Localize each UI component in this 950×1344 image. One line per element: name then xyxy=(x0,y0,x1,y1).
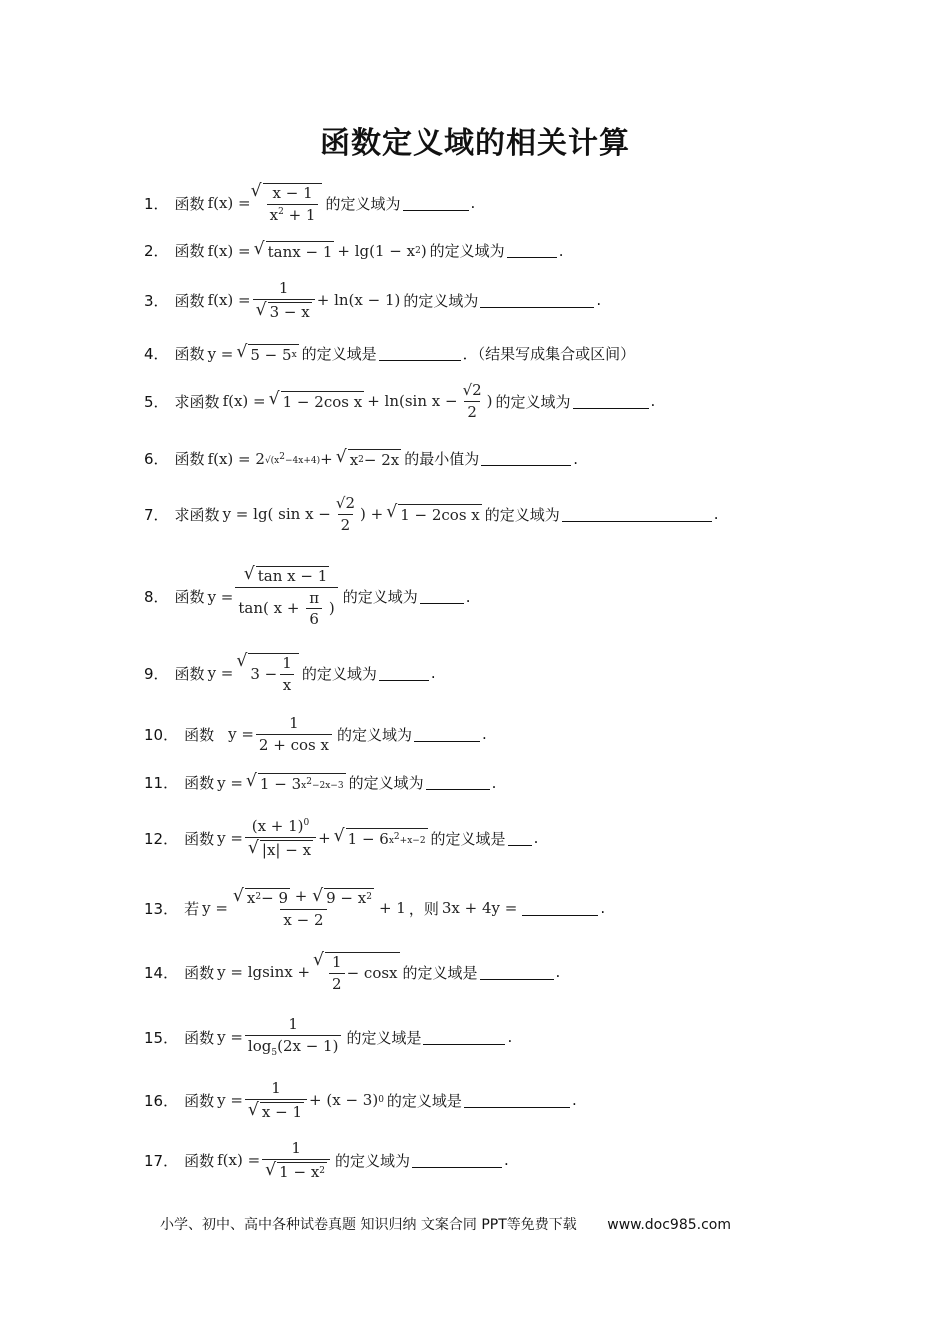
question-tail: 的定义域是 xyxy=(402,963,478,982)
question-number: 14． xyxy=(144,963,179,982)
question-tail: 的定义域为 xyxy=(484,505,560,524)
question-14 xyxy=(144,952,560,992)
question-number: 1． xyxy=(144,194,169,213)
question-number: 13． xyxy=(144,899,179,918)
question-6 xyxy=(144,448,578,469)
question-7 xyxy=(144,495,719,533)
question-lead: 函数 xyxy=(184,1028,215,1047)
question-lead: 函数 xyxy=(174,242,205,260)
question-tail: 的定义域为 xyxy=(348,774,424,792)
question-tail: 的定义域为 xyxy=(495,392,571,411)
answer-blank[interactable] xyxy=(426,775,490,790)
question-tail: 的定义域是 xyxy=(430,829,506,848)
question-number: 11． xyxy=(144,774,179,792)
question-8 xyxy=(144,566,470,628)
question-1 xyxy=(144,183,475,223)
question-end: . xyxy=(504,1151,509,1169)
question-tail: 的定义域为 xyxy=(429,242,505,260)
question-number: 10． xyxy=(144,725,179,744)
formula: y = √ 5 − 5 x xyxy=(207,341,297,364)
question-end: . xyxy=(430,664,436,682)
question-tail: 的定义域是 xyxy=(386,1091,462,1110)
question-tail: 的定义域为 xyxy=(403,291,479,310)
answer-blank[interactable] xyxy=(379,346,461,361)
formula: y = √ 3 − $\frac{1}{x}$ xyxy=(208,653,299,693)
page-footer xyxy=(160,1214,731,1234)
answer-blank[interactable] xyxy=(481,451,571,466)
question-lead: 函数 xyxy=(184,829,215,848)
question-lead: 函数 xyxy=(184,1151,215,1170)
question-lead: 函数 xyxy=(184,725,215,744)
question-number: 8． xyxy=(144,588,169,607)
question-number: 9． xyxy=(144,664,169,683)
question-lead: 求函数 xyxy=(174,392,220,411)
question-lead: 函数 xyxy=(184,774,215,792)
question-15 xyxy=(144,1016,512,1058)
question-number: 16． xyxy=(144,1091,179,1110)
formula: y = $\frac{1}{\text{2 + cos x}}$ xyxy=(228,715,334,753)
question-tail: 的定义域为 xyxy=(335,1151,411,1170)
question-number: 6． xyxy=(144,450,169,468)
question-end: . xyxy=(713,505,719,523)
answer-blank[interactable] xyxy=(507,243,557,258)
question-end: . xyxy=(491,773,497,792)
question-end: . xyxy=(596,291,602,309)
formula: y = $\frac{1}{\log_5(2x - 1)}$ xyxy=(217,1016,343,1058)
question-16 xyxy=(144,1080,577,1120)
footer-url[interactable]: www.doc985.com xyxy=(607,1217,731,1233)
formula: y = √ 1 − 3 $x^2-2x-3$ xyxy=(217,770,344,793)
question-end: . xyxy=(573,449,579,468)
question-lead: 若 xyxy=(184,899,200,918)
question-tail: 的定义域为 xyxy=(336,725,412,744)
question-end: . xyxy=(558,241,564,260)
answer-blank[interactable] xyxy=(480,965,554,980)
question-tail: 的定义域是 xyxy=(301,345,377,363)
formula: y = $(x + 1)^0$ √ |x| − x + √ 1 − 6 $x^2+x-2$ xyxy=(217,817,426,859)
question-number: 7． xyxy=(144,505,169,524)
question-end: . xyxy=(465,587,471,606)
footer-text: 小学、初中、高中各种试卷真题 知识归纳 文案合同 PPT等免费下载 xyxy=(160,1217,577,1233)
question-end: . xyxy=(571,1091,577,1109)
answer-blank[interactable] xyxy=(403,196,469,211)
question-end: ．（结果写成集合或区间） xyxy=(462,345,636,363)
question-number: 3． xyxy=(144,291,169,310)
question-tail: 的最小值为 xyxy=(404,450,480,468)
question-9 xyxy=(144,653,436,693)
answer-blank[interactable] xyxy=(522,901,598,916)
formula-3x-4y: 3x + 4y = xyxy=(441,899,518,917)
question-tail: 的定义域为 xyxy=(342,588,418,607)
formula: f(x) = √ tanx − 1 + lg(1 − x 2 ) xyxy=(207,238,427,261)
formula: y = 1 √ x − 1 + (x − 3) 0 xyxy=(217,1079,384,1121)
question-end: . xyxy=(481,725,487,743)
question-end: . xyxy=(555,963,561,981)
question-end: . xyxy=(507,1028,513,1047)
answer-blank[interactable] xyxy=(412,1153,502,1168)
answer-blank[interactable] xyxy=(573,394,649,409)
question-3 xyxy=(144,280,601,320)
question-lead: 函数 xyxy=(184,1091,215,1110)
question-tail: 的定义域为 xyxy=(301,664,377,683)
answer-blank[interactable] xyxy=(508,831,532,846)
question-lead: 函数 xyxy=(174,588,205,607)
question-tail: 的定义域是 xyxy=(346,1028,422,1047)
question-lead: 函数 xyxy=(174,291,205,310)
formula: f(x) = 2 $√(x^2-4x+4)$ + √ x 2 − 2x xyxy=(207,446,400,469)
question-lead: 函数 xyxy=(174,450,205,468)
answer-blank[interactable] xyxy=(562,507,712,522)
question-end: . xyxy=(600,899,606,917)
question-lead: 求函数 xyxy=(174,505,220,524)
question-number: 15． xyxy=(144,1028,179,1047)
answer-blank[interactable] xyxy=(464,1093,570,1108)
question-2 xyxy=(144,240,563,261)
formula: f(x) = √ $\frac{x - 1}{x^2 + 1}$ xyxy=(208,183,323,223)
formula: y = lgsinx + √ $\frac{1}{2}$ − cosx xyxy=(217,950,398,993)
question-4 xyxy=(144,343,635,364)
answer-blank[interactable] xyxy=(480,293,594,308)
formula: y = √ tan x − 1 tan( x + $\frac{\pi}{6}$ ) xyxy=(208,566,340,628)
question-lead: 函数 xyxy=(174,664,205,683)
question-lead: 函数 xyxy=(184,963,215,982)
formula: y = √ x 2 − 9 + √ 9 − x 2 x − 2 + 1 xyxy=(202,886,406,929)
page-title: 函数定义域的相关计算 xyxy=(320,126,630,161)
question-5 xyxy=(144,382,655,420)
question-tail: ，则 xyxy=(408,899,439,918)
question-11 xyxy=(144,772,496,793)
question-number: 5． xyxy=(144,392,169,411)
question-number: 4． xyxy=(144,345,169,363)
question-lead: 函数 xyxy=(174,194,205,213)
answer-blank[interactable] xyxy=(423,1030,505,1045)
question-tail: 的定义域为 xyxy=(325,194,401,213)
answer-blank[interactable] xyxy=(379,666,429,681)
question-number: 2． xyxy=(144,242,169,260)
question-end: . xyxy=(650,392,656,410)
formula: f(x) = 1 √ 3 − x + ln(x − 1) xyxy=(207,279,401,321)
answer-blank[interactable] xyxy=(414,727,480,742)
question-lead: 函数 xyxy=(174,345,205,363)
answer-blank[interactable] xyxy=(420,589,464,604)
question-number: 17． xyxy=(144,1151,179,1170)
question-17 xyxy=(144,1140,509,1180)
question-10 xyxy=(144,715,487,753)
question-12 xyxy=(144,818,538,858)
question-number: 12． xyxy=(144,829,179,848)
formula: f(x) = √ 1 − 2cos x + ln(sin x − $\frac{√2}{2}$ ) xyxy=(222,381,493,421)
formula: f(x) = 1 √ 1 − x 2 xyxy=(217,1140,332,1180)
question-end: . xyxy=(470,194,476,212)
formula: y = lg( sin x − $\frac{√2}{2}$ ) + √ 1 − 2cos x xyxy=(222,494,480,534)
question-end: . xyxy=(533,829,539,847)
question-13 xyxy=(144,888,605,928)
